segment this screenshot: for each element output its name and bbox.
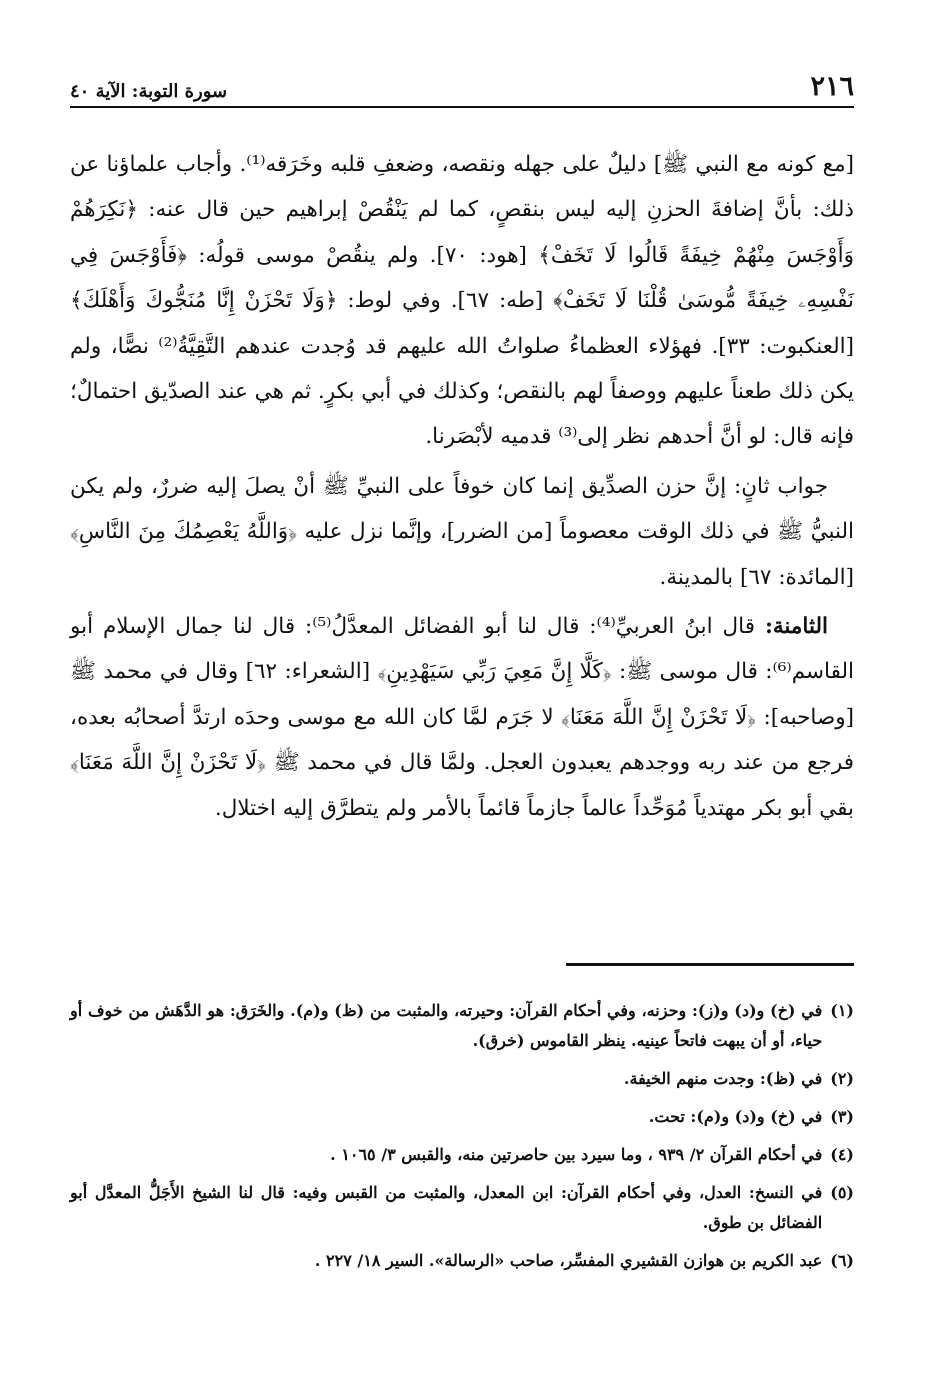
footnote-text: عبد الكريم بن هوازن القشيري المفسِّر، صاحب «الرسالة». السير ١٨/ ٢٢٧ . (314, 1251, 823, 1270)
main-text (70, 142, 854, 831)
page-header (70, 62, 854, 108)
footnote-number: (٣) (830, 1107, 854, 1126)
footnote-number: (٢) (830, 1069, 854, 1088)
footnote-text: في النسخ: العدل، وفي أحكام القرآن: ابن المعدل، والمثبت من القبس وفيه: قال لنا الشيخ الأَجَلُّ المعدَّل أبو الفضائل بن طوق. (70, 1183, 823, 1232)
paragraph-1: [مع كونه مع النبي ﷺ] دليلٌ على جهله ونقصه، وضعفِ قلبه وخَرَقه⁽¹⁾. وأجاب علماؤنا عن ذلك: بأنَّ إضافةَ الحزنِ إليه ليس بنقصٍ، كما لم يَنْقُصْ إبراهيم حين قال عنه: ﴿نَكِرَهُمْ وَأَوْجَسَ مِنْهُمْ خِيفَةً قَالُوا لَا تَخَفْ﴾ [هود: ٧٠]. ولم ينقُصْ موسى قولُه: ﴿فَأَوْجَسَ فِي نَفْسِهِۦ خِيفَةً مُّوسَىٰ قُلْنَا لَا تَخَفْ﴾ [طه: ٦٧]. وفي لوط: ﴿وَلَا تَحْزَنْ إِنَّا مُنَجُّوكَ وَأَهْلَكَ﴾ [العنكبوت: ٣٣]. فهؤلاء العظماءُ صلواتُ الله عليهم قد وُجدت عندهم التَّقِيَّةُ⁽²⁾ نصًّا، ولم يكن ذلك طعناً عليهم ووصفاً لهم بالنقص؛ وكذلك في أبي بكرٍ. ثم هي عند الصدّيق احتمالٌ؛ فإنه قال: لو أنَّ أحدهم نظر إلى⁽³⁾ قدميه لأبْصَرنا. (70, 152, 855, 450)
paragraph-3-text: قال ابنُ العربيِّ⁽⁴⁾: قال لنا أبو الفضائل المعدَّلُ⁽⁵⁾: قال لنا جمال الإسلام أبو القاسم⁽⁶⁾: قال موسى ﷺ: ﴿كَلَّا إِنَّ مَعِيَ رَبِّي سَيَهْدِينِ﴾ [الشعراء: ٦٢] وقال في محمد ﷺ [وصاحبه]: ﴿لَا تَحْزَنْ إِنَّ اللَّهَ مَعَنَا﴾ لا جَرَم لمَّا كان الله مع موسى وحدَه ارتدَّ أصحابُه بعده، فرجع من عند ربه ووجدهم يعبدون العجل. ولمَّا قال في محمد ﷺ ﴿لَا تَحْزَنْ إِنَّ اللَّهَ مَعَنَا﴾ بقي أبو بكر مهتدياً مُوَحِّداً عالماً جازماً قائماً بالأمر ولم يتطرَّق إليه اختلال. (70, 614, 854, 821)
footnote (70, 1140, 854, 1170)
page-number: ٢١٦ (810, 71, 854, 102)
running-title: سورة التوبة: الآية ٤٠ (70, 81, 228, 102)
footnote (70, 1064, 854, 1094)
footnote (70, 1246, 854, 1276)
footnote-number: (٦) (830, 1251, 854, 1270)
footnotes (70, 996, 854, 1284)
paragraph-2: جواب ثانٍ: إنَّ حزن الصدِّيق إنما كان خوفاً على النبيِّ ﷺ أنْ يصلَ إليه ضررٌ، ولم يكن النبيُّ ﷺ في ذلك الوقت معصوماً [من الضرر]، وإنَّما نزل عليه ﴿وَاللَّهُ يَعْصِمُكَ مِنَ النَّاسِ﴾ [المائدة: ٦٧] بالمدينة. (70, 473, 854, 590)
footnote-number: (١) (830, 1001, 854, 1020)
footnote-text: في أحكام القرآن ٢/ ٩٣٩ ، وما سيرد بين حاصرتين منه، والقبس ٣/ ١٠٦٥ . (330, 1145, 823, 1164)
footnote (70, 1178, 854, 1238)
section-lead: الثامنة: (764, 614, 828, 640)
footnote-number: (٤) (830, 1145, 854, 1164)
paragraph-3 (70, 604, 854, 831)
footnote-number: (٥) (830, 1183, 854, 1202)
footnote-text: في (ظ): وجدت منهم الخيفة. (623, 1069, 823, 1088)
footnote-text: في (خ) و(د) و(ز): وحزنه، وفي أحكام القرآن: وحيرته، والمثبت من (ظ) و(م). والخَرَق: هو الدَّهَش من خوف أو حياء، أو أن يبهت فاتحاً عينيه. ينظر القاموس (خرق). (70, 1001, 823, 1050)
footnote (70, 996, 854, 1056)
footnote-separator (566, 963, 854, 966)
footnote-text: في (خ) و(د) و(م): تحت. (648, 1107, 823, 1126)
footnote (70, 1102, 854, 1132)
